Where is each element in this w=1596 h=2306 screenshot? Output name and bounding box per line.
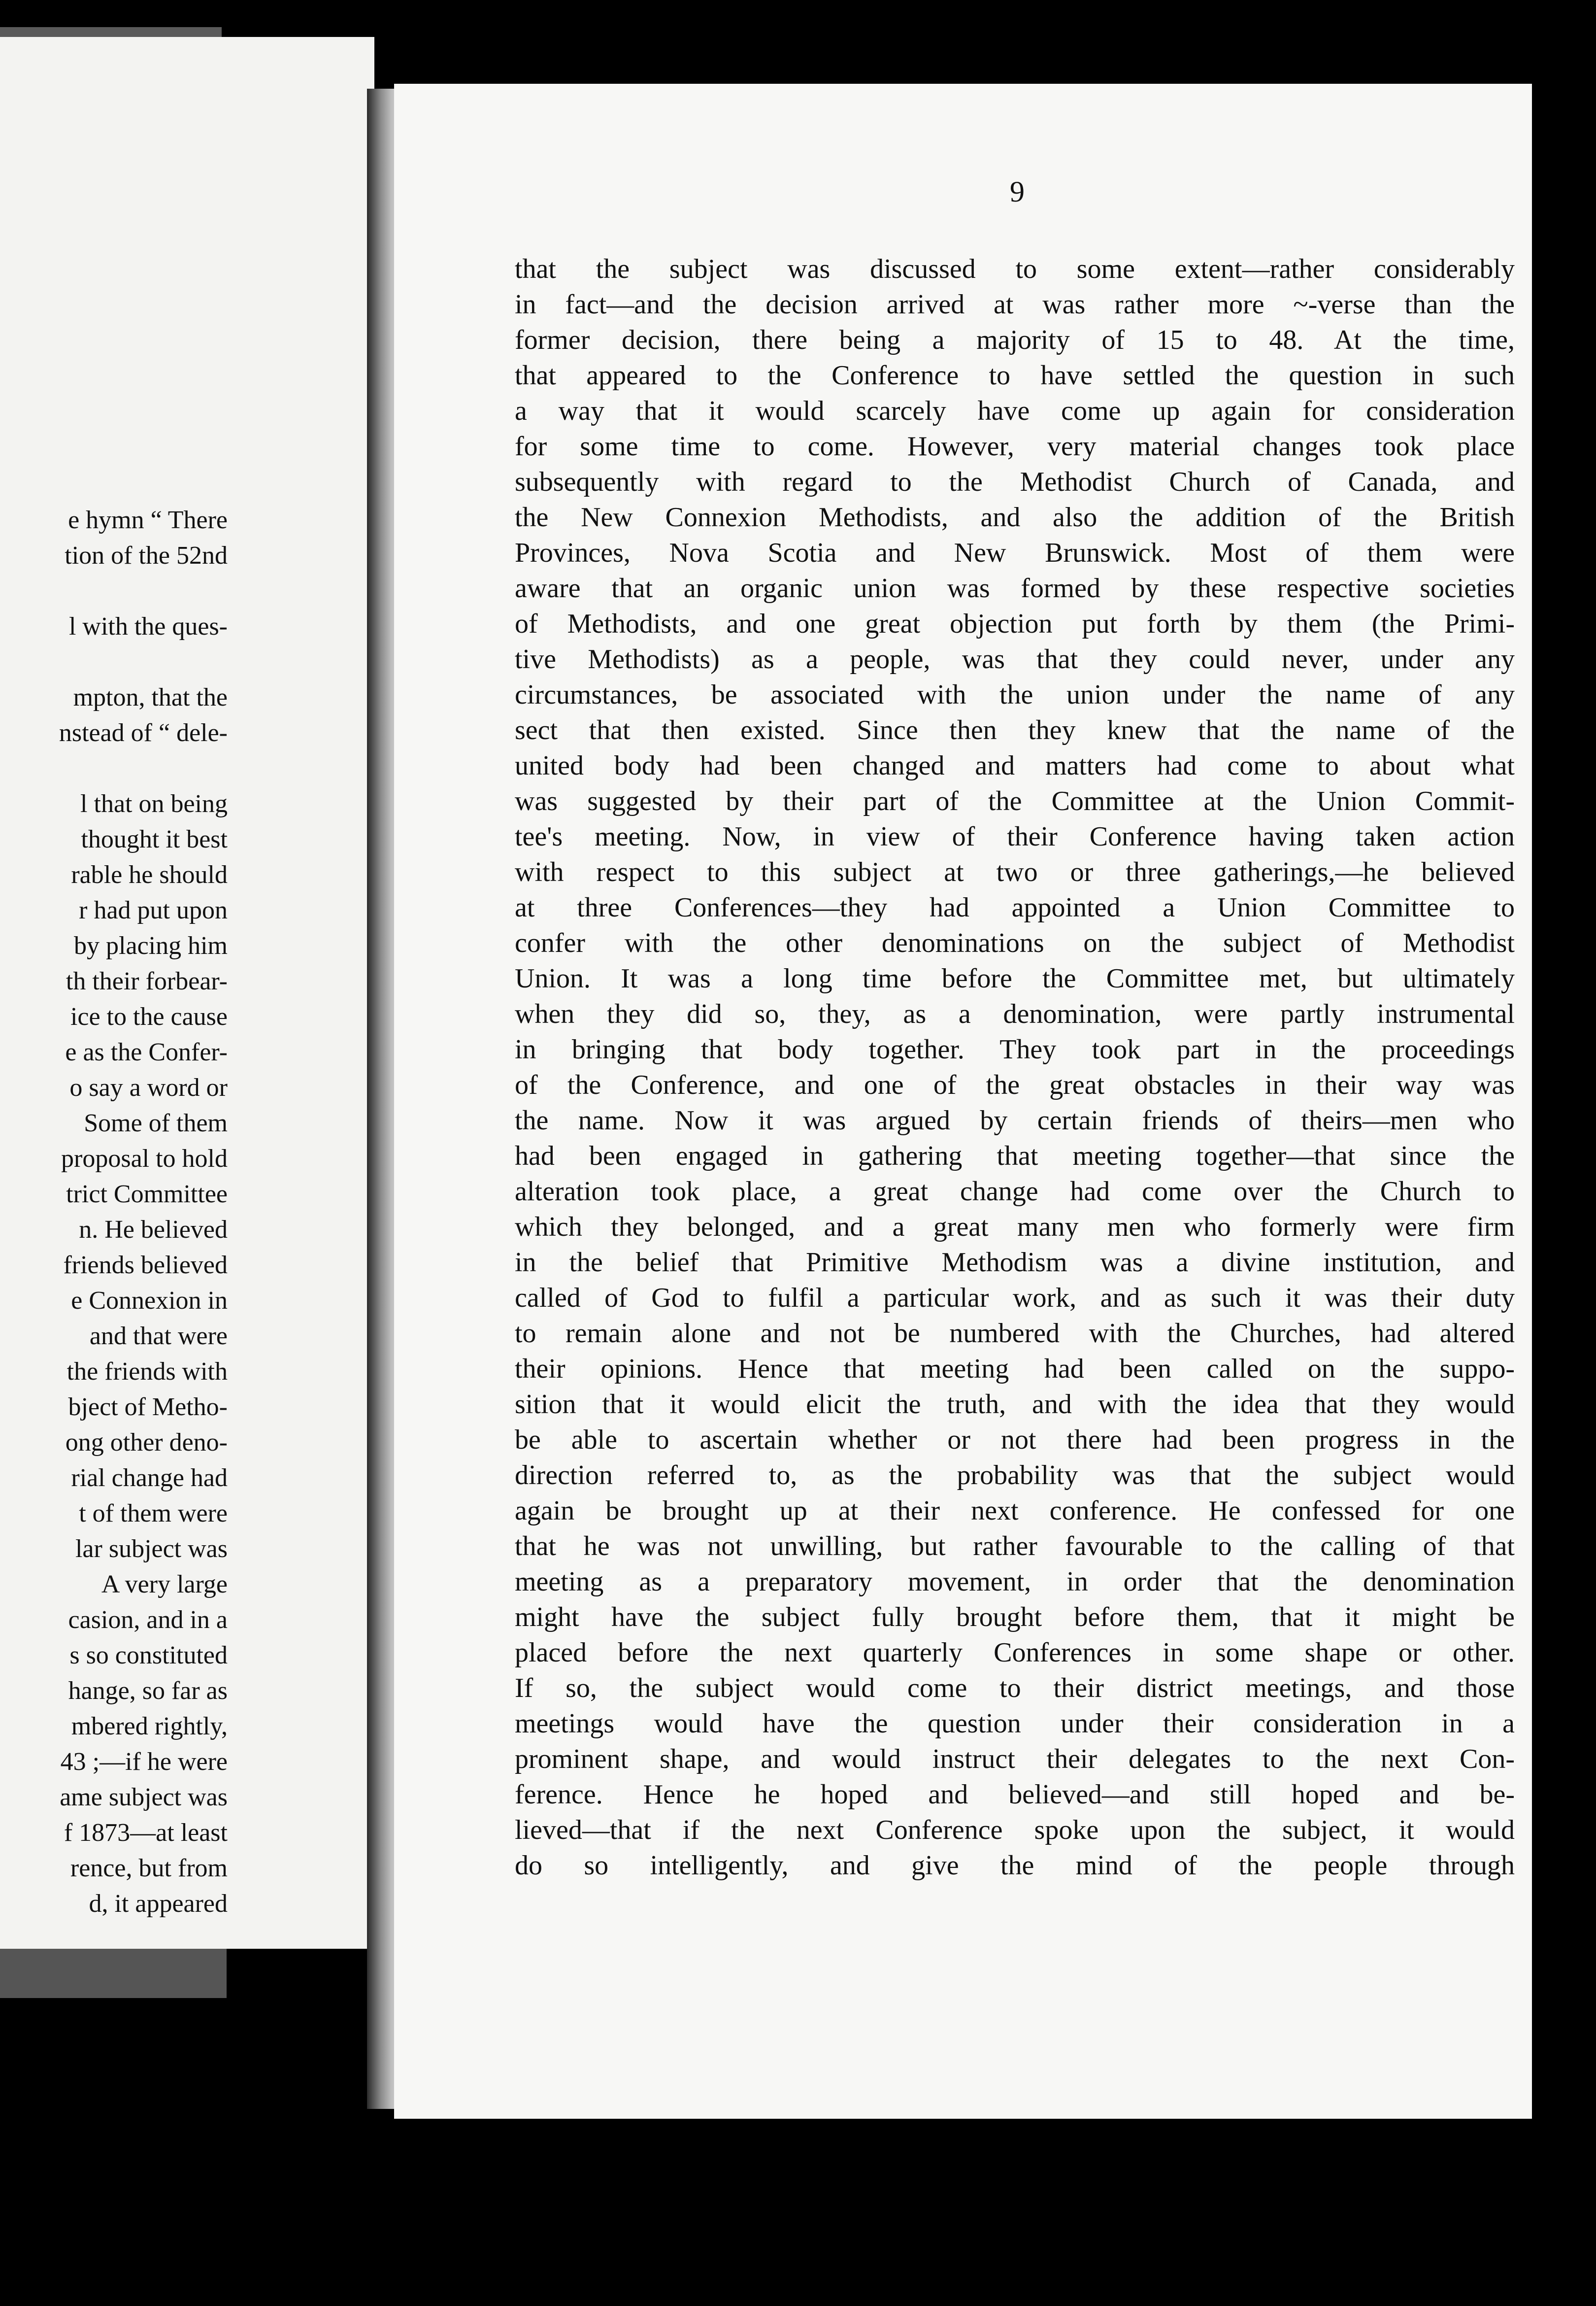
body-line: might have the subject fully brought before them, that it might be — [515, 1602, 1515, 1632]
body-line: for some time to come. However, very material changes took place — [515, 431, 1515, 462]
left-page-line: t of them were — [79, 1499, 228, 1527]
body-line: former decision, there being a majority of 15 to 48. At the time, — [515, 325, 1515, 355]
body-line: alteration took place, a great change had come over the Church to — [515, 1176, 1515, 1207]
left-page-line: s so constituted — [69, 1641, 228, 1669]
left-page-line: rable he should — [71, 861, 228, 889]
body-line: in bringing that body together. They took part in the proceedings — [515, 1034, 1515, 1065]
body-line: sition that it would elicit the truth, and with the idea that they would — [515, 1389, 1515, 1420]
left-page-line — [0, 574, 228, 609]
left-page-line: and that were — [89, 1322, 228, 1350]
body-line: If so, the subject would come to their district meetings, and those — [515, 1673, 1515, 1703]
left-page-line: Some of them — [84, 1109, 228, 1137]
body-line: meetings would have the question under their consideration in a — [515, 1708, 1515, 1739]
body-line: circumstances, be associated with the union under the name of any — [515, 679, 1515, 710]
left-page-line: trict Committee — [66, 1180, 228, 1208]
left-page-line — [0, 751, 228, 786]
left-page-line: f 1873—at least — [64, 1819, 228, 1847]
left-page-line: casion, and in a — [68, 1606, 228, 1634]
body-line: sect that then existed. Since then they knew that the name of the — [515, 715, 1515, 746]
body-line: to remain alone and not be numbered with the Churches, had altered — [515, 1318, 1515, 1349]
page-number: 9 — [1010, 175, 1025, 208]
left-page-bottom-binding — [0, 1949, 227, 1998]
body-line: the name. Now it was argued by certain friends of theirs—men who — [515, 1105, 1515, 1136]
body-line: at three Conferences—they had appointed a Union Committee to — [515, 892, 1515, 923]
body-text-column — [515, 251, 1515, 1883]
body-line: subsequently with regard to the Methodist Church of Canada, and — [515, 467, 1515, 497]
body-line: had been engaged in gathering that meeting together—that since the — [515, 1141, 1515, 1171]
left-page-line: 43 ;—if he were — [60, 1748, 228, 1776]
body-line: again be brought up at their next conference. He confessed for one — [515, 1495, 1515, 1526]
left-page-line: ice to the cause — [70, 1003, 228, 1031]
body-line: united body had been changed and matters had come to about what — [515, 750, 1515, 781]
left-page-line: bject of Metho- — [68, 1393, 228, 1421]
body-line: when they did so, they, as a denomination, were partly instrumental — [515, 999, 1515, 1029]
body-line: called of God to fulfil a particular work, and as such it was their duty — [515, 1283, 1515, 1313]
body-line: that he was not unwilling, but rather favourable to the calling of that — [515, 1531, 1515, 1561]
body-line: which they belonged, and a great many men who formerly were firm — [515, 1212, 1515, 1242]
body-line: was suggested by their part of the Committee at the Union Commit- — [515, 786, 1515, 816]
body-line: prominent shape, and would instruct their delegates to the next Con- — [515, 1744, 1515, 1774]
left-page-line: ong other deno- — [65, 1428, 228, 1457]
body-line: that the subject was discussed to some extent—rather considerably — [515, 254, 1515, 284]
left-page-line: by placing him — [74, 932, 228, 960]
left-page-line: o say a word or — [69, 1074, 228, 1102]
body-line: meeting as a preparatory movement, in order that the denomination — [515, 1566, 1515, 1597]
body-line: the New Connexion Methodists, and also the addition of the British — [515, 502, 1515, 533]
body-line: confer with the other denominations on the subject of Methodist — [515, 928, 1515, 958]
left-page — [0, 37, 374, 1949]
left-page-line: l that on being — [80, 790, 228, 818]
body-line: their opinions. Hence that meeting had been called on the suppo- — [515, 1354, 1515, 1384]
body-line: direction referred to, as the probability was that the subject would — [515, 1460, 1515, 1491]
left-page-line: hange, so far as — [68, 1677, 228, 1705]
left-page-line: th their forbear- — [66, 967, 228, 995]
body-line: Union. It was a long time before the Committee met, but ultimately — [515, 963, 1515, 994]
left-page-line: proposal to hold — [61, 1145, 228, 1173]
left-page-line: l with the ques- — [68, 612, 228, 641]
body-line: Provinces, Nova Scotia and New Brunswick. Most of them were — [515, 538, 1515, 568]
left-page-line: mpton, that the — [73, 683, 228, 712]
body-line: in fact—and the decision arrived at was rather more ~-verse than the — [515, 289, 1515, 320]
left-page-line: the friends with — [66, 1357, 228, 1386]
body-line: placed before the next quarterly Conferences in some shape or other. — [515, 1637, 1515, 1668]
body-line: tee's meeting. Now, in view of their Conference having taken action — [515, 821, 1515, 852]
body-line: aware that an organic union was formed by these respective societies — [515, 573, 1515, 604]
left-page-line — [0, 644, 228, 680]
left-page-line: nstead of “ dele- — [59, 719, 228, 747]
body-line: be able to ascertain whether or not there had been progress in the — [515, 1424, 1515, 1455]
left-page-line: n. He believed — [79, 1216, 228, 1244]
left-page-line: e hymn “ There — [68, 506, 228, 534]
left-page-line: mbered rightly, — [71, 1712, 228, 1740]
body-line: of Methodists, and one great objection put forth by them (the Primi- — [515, 609, 1515, 639]
left-page-line: r had put upon — [79, 896, 228, 924]
body-line: that appeared to the Conference to have settled the question in such — [515, 360, 1515, 391]
left-page-line: e as the Confer- — [65, 1038, 228, 1066]
left-page-line: e Connexion in — [71, 1287, 228, 1315]
left-page-line: tion of the 52nd — [65, 542, 228, 570]
left-page-line: lar subject was — [75, 1535, 228, 1563]
body-line: do so intelligently, and give the mind of the people through — [515, 1850, 1515, 1881]
left-page-line: friends believed — [63, 1251, 228, 1279]
left-page-line: d, it appeared — [89, 1890, 228, 1918]
left-page-text-column — [0, 503, 228, 1922]
left-page-line: A very large — [101, 1570, 228, 1598]
body-line: a way that it would scarcely have come up again for consideration — [515, 396, 1515, 426]
body-line: in the belief that Primitive Methodism was a divine institution, and — [515, 1247, 1515, 1278]
body-line: with respect to this subject at two or three gatherings,—he believed — [515, 857, 1515, 887]
left-page-line: ame subject was — [60, 1783, 228, 1811]
left-page-line: rence, but from — [70, 1854, 228, 1882]
body-line: tive Methodists) as a people, was that they could never, under any — [515, 644, 1515, 675]
left-page-line: thought it best — [81, 825, 228, 853]
left-page-line: rial change had — [71, 1464, 228, 1492]
body-line: ference. Hence he hoped and believed—and still hoped and be- — [515, 1779, 1515, 1810]
body-line: lieved—that if the next Conference spoke upon the subject, it would — [515, 1815, 1515, 1845]
body-line: of the Conference, and one of the great obstacles in their way was — [515, 1070, 1515, 1100]
